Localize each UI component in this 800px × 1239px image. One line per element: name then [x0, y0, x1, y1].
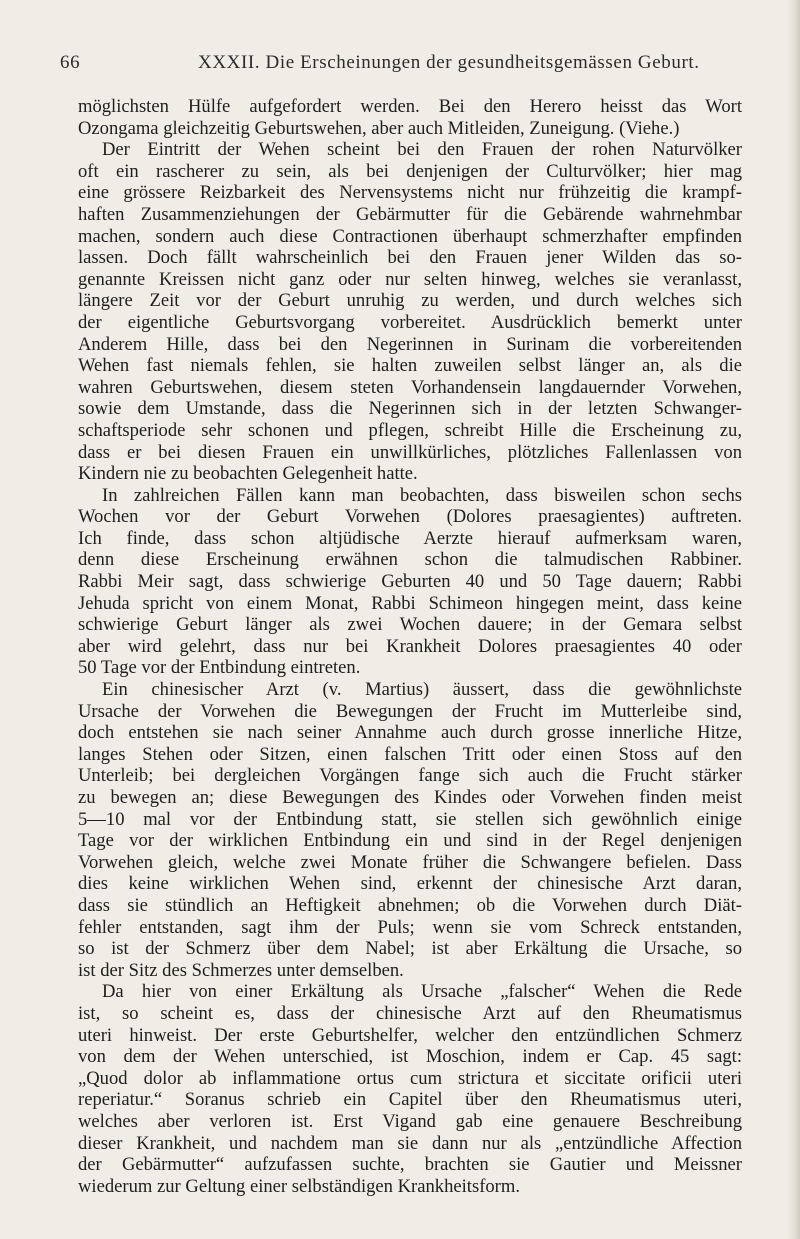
- text-line: Jehuda spricht von einem Monat, Rabbi Schimeon hingegen meint, dass keine: [78, 592, 742, 614]
- text-line: schwierige Geburt länger als zwei Wochen dauere; in der Gemara selbst: [78, 614, 742, 636]
- text-line: Wochen vor der Geburt Vorwehen (Dolores praesagientes) auftreten.: [78, 506, 742, 528]
- page-number: 66: [60, 52, 81, 73]
- page-edge-shadow: [786, 0, 800, 1239]
- text-line: ist der Sitz des Schmerzes unter demselben.: [78, 959, 404, 981]
- text-line: der eigentliche Geburtsvorgang vorbereitet. Ausdrücklich bemerkt unter: [78, 311, 742, 333]
- text-line: Wehen fast niemals fehlen, sie halten zuweilen selbst länger an, als die: [78, 355, 742, 377]
- text-line: dies keine wirklichen Wehen sind, erkennt der chinesische Arzt daran,: [78, 873, 742, 895]
- text-line: Unterleib; bei dergleichen Vorgängen fange sich auch die Frucht stärker: [78, 765, 742, 787]
- text-line: Da hier von einer Erkältung als Ursache „falscher“ Wehen die Rede: [102, 981, 742, 1003]
- text-line: eine grössere Reizbarkeit des Nervensystems nicht nur frühzeitig die krampf-: [78, 182, 742, 204]
- text-line: sowie dem Umstande, dass die Negerinnen sich in der letzten Schwanger-: [78, 398, 742, 420]
- text-line: wiederum zur Geltung einer selbständigen Krankheitsform.: [78, 1175, 520, 1197]
- text-line: möglichsten Hülfe aufgefordert werden. Bei den Herero heisst das Wort: [78, 96, 742, 117]
- text-line: reperiatur.“ Soranus schrieb ein Capitel über den Rheumatismus uteri,: [78, 1089, 742, 1111]
- body-text: [78, 96, 742, 1197]
- running-head: [60, 52, 725, 78]
- text-line: lassen. Doch fällt wahrscheinlich bei den Frauen jener Wilden das so-: [78, 247, 742, 269]
- text-line: Ein chinesischer Arzt (v. Martius) äussert, dass die gewöhnlichste: [102, 679, 742, 701]
- text-line: ist, so scheint es, dass der chinesische Arzt auf den Rheumatismus: [78, 1002, 742, 1024]
- text-line: dass er bei diesen Frauen ein unwillkürliches, plötzliches Fallenlassen von: [78, 441, 742, 463]
- text-line: In zahlreichen Fällen kann man beobachten, dass bisweilen schon sechs: [102, 484, 742, 506]
- text-line: Ozongama gleichzeitig Geburtswehen, aber auch Mitleiden, Zuneigung. (Viehe.): [78, 117, 680, 139]
- text-line: Anderem Hille, dass bei den Negerinnen in Surinam die vorbereitenden: [78, 333, 742, 355]
- text-line: Ich finde, dass schon altjüdische Aerzte hierauf aufmerksam waren,: [78, 527, 742, 549]
- text-line: Rabbi Meir sagt, dass schwierige Geburten 40 und 50 Tage dauern; Rabbi: [78, 571, 742, 593]
- text-line: zu bewegen an; diese Bewegungen des Kindes oder Vorwehen finden meist: [78, 787, 742, 808]
- text-line: denn diese Erscheinung erwähnen schon die talmudischen Rabbiner.: [78, 549, 742, 571]
- text-line: machen, sondern auch diese Contractionen überhaupt schmerzhafter empfinden: [78, 225, 742, 247]
- text-line: 5—10 mal vor der Entbindung statt, sie stellen sich gewöhnlich einige: [78, 808, 742, 830]
- text-line: 50 Tage vor der Entbindung eintreten.: [78, 657, 361, 679]
- chapter-title: XXXII. Die Erscheinungen der gesundheitsgemässen Geburt.: [198, 52, 700, 73]
- text-line: Tage vor der wirklichen Entbindung ein und sind in der Regel denjenigen: [78, 830, 742, 852]
- text-line: so ist der Schmerz über dem Nabel; ist aber Erkältung die Ursache, so: [78, 938, 742, 960]
- text-line: wahren Geburtswehen, diesem steten Vorhandensein langdauernder Vorwehen,: [78, 376, 742, 398]
- text-line: uteri hinweist. Der erste Geburtshelfer, welcher den entzündlichen Schmerz: [78, 1024, 742, 1046]
- text-line: Der Eintritt der Wehen scheint bei den Frauen der rohen Naturvölker: [102, 139, 742, 161]
- text-line: langes Stehen oder Sitzen, einen falschen Tritt oder einen Stoss auf den: [78, 743, 742, 765]
- text-line: genannte Kreissen nicht ganz oder nur selten hinweg, welches sie veranlasst,: [78, 268, 742, 290]
- text-line: Vorwehen gleich, welche zwei Monate früher die Schwangere befielen. Dass: [78, 851, 742, 873]
- text-line: dieser Krankheit, und nachdem man sie dann nur als „entzündliche Affection: [78, 1132, 742, 1154]
- text-line: der Gebärmutter“ aufzufassen suchte, brachten sie Gautier und Meissner: [78, 1154, 742, 1176]
- text-line: doch entstehen sie nach seiner Annahme auch durch grosse innerliche Hitze,: [78, 722, 742, 744]
- text-line: „Quod dolor ab inflammatione ortus cum strictura et siccitate orificii uteri: [78, 1067, 742, 1089]
- text-line: fehler entstanden, sagt ihm der Puls; wenn sie vom Schreck entstanden,: [78, 916, 742, 938]
- text-line: aber wird gelehrt, dass nur bei Krankheit Dolores praesagientes 40 oder: [78, 635, 742, 657]
- text-line: längere Zeit vor der Geburt unruhig zu werden, und durch welches sich: [78, 290, 742, 312]
- text-line: schaftsperiode sehr schonen und pflegen, schreibt Hille die Erscheinung zu,: [78, 419, 742, 441]
- text-line: dass sie stündlich an Heftigkeit abnehmen; ob die Vorwehen durch Diät-: [78, 894, 742, 916]
- text-line: Kindern nie zu beobachten Gelegenheit hatte.: [78, 463, 418, 485]
- text-line: von dem der Wehen unterschied, ist Moschion, indem er Cap. 45 sagt:: [78, 1046, 742, 1068]
- text-line: welches aber verloren ist. Erst Vigand gab eine genauere Beschreibung: [78, 1110, 742, 1132]
- text-line: Ursache der Vorwehen die Bewegungen der Frucht im Mutterleibe sind,: [78, 700, 742, 722]
- text-line: oft ein rascherer zu sein, als bei denjenigen der Culturvölker; hier mag: [78, 160, 742, 182]
- text-line: haften Zusammenziehungen der Gebärmutter für die Gebärende wahrnehmbar: [78, 203, 742, 225]
